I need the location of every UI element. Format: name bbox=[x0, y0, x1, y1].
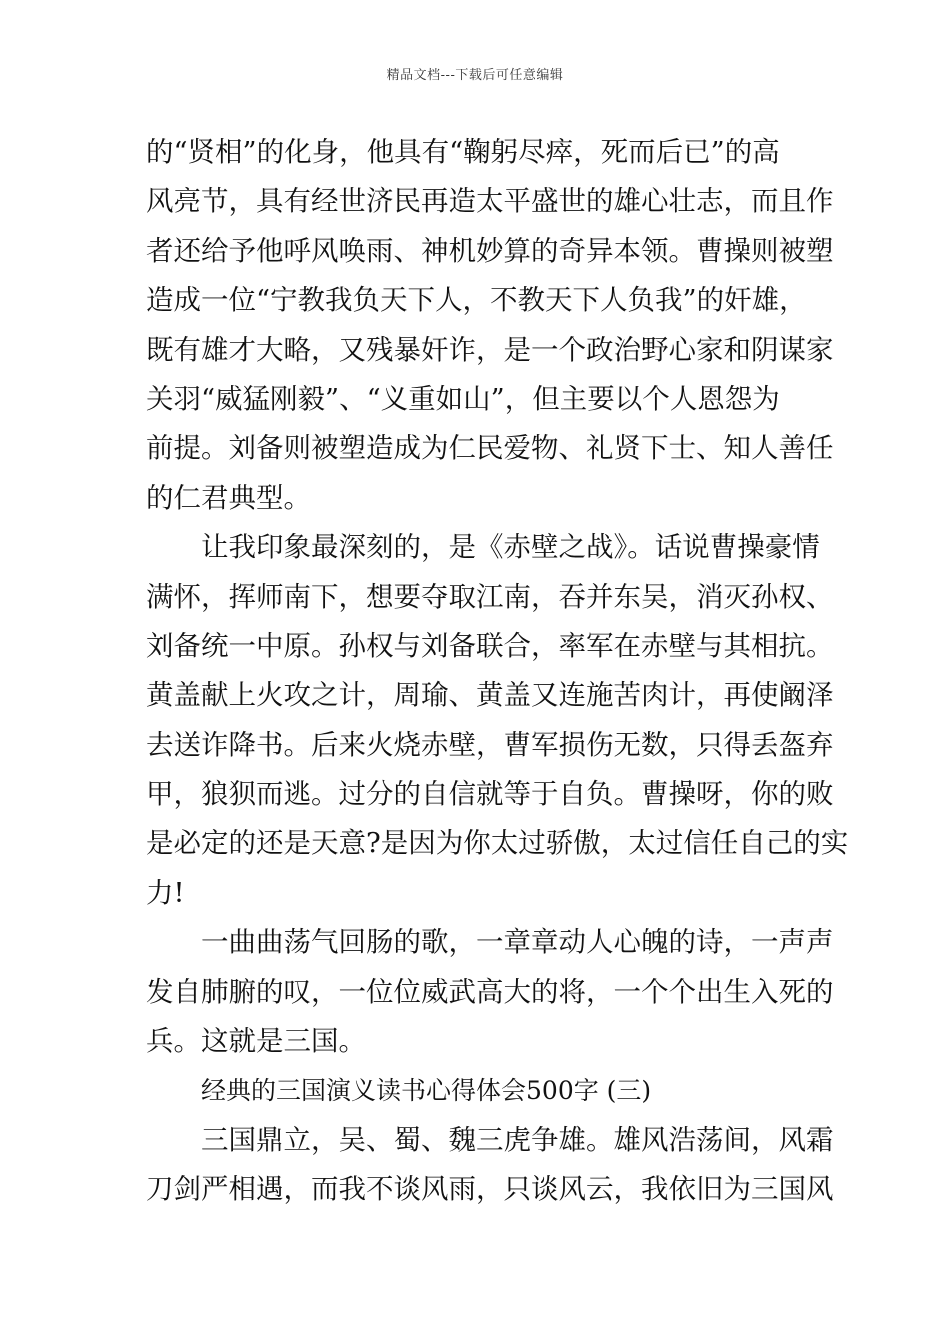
text-line: 满怀，挥师南下，想要夺取江南，吞并东吴，消灭孙权、 bbox=[146, 580, 834, 613]
text-line: 造成一位“宁教我负天下人，不教天下人负我”的奸雄， bbox=[146, 284, 807, 317]
text-line: 既有雄才大略，又残暴奸诈，是一个政治野心家和阴谋家 bbox=[146, 333, 834, 366]
text-line: 前提。刘备则被塑造成为仁民爱物、礼贤下士、知人善任 bbox=[146, 432, 834, 465]
text-line: 兵。这就是三国。 bbox=[146, 1025, 366, 1058]
text-line: 风亮节，具有经世济民再造太平盛世的雄心壮志，而且作 bbox=[146, 185, 834, 218]
body-text bbox=[146, 128, 849, 1215]
text-line: 甲，狼狈而逃。过分的自信就等于自负。曹操呀，你的败 bbox=[146, 778, 834, 811]
text-line: 关羽“威猛刚毅”、“义重如山”，但主要以个人恩怨为 bbox=[146, 382, 780, 415]
text-line: 的仁君典型。 bbox=[146, 481, 311, 514]
text-line: 刀剑严相遇，而我不谈风雨，只谈风云，我依旧为三国风 bbox=[146, 1173, 834, 1206]
text-line: 者还给予他呼风唤雨、神机妙算的奇异本领。曹操则被塑 bbox=[146, 234, 834, 267]
paragraph-start: 一曲曲荡气回肠的歌，一章章动人心魄的诗，一声声 bbox=[201, 926, 834, 959]
text-line: 黄盖献上火攻之计，周瑜、黄盖又连施苦肉计，再使阚泽 bbox=[146, 679, 834, 712]
paragraph-start: 让我印象最深刻的，是《赤壁之战》。话说曹操豪情 bbox=[201, 531, 820, 564]
text-line: 力! bbox=[146, 876, 185, 909]
text-line: 发自肺腑的叹，一位位威武高大的将，一个个出生入死的 bbox=[146, 975, 834, 1008]
text-line: 的“贤相”的化身，他具有“鞠躬尽瘁，死而后已”的高 bbox=[146, 136, 780, 168]
text-line: 刘备统一中原。孙权与刘备联合，率军在赤壁与其相抗。 bbox=[146, 629, 834, 662]
paragraph-start: 三国鼎立，吴、蜀、魏三虎争雄。雄风浩荡间，风霜 bbox=[201, 1123, 834, 1156]
page-header: 精品文档---下载后可任意编辑 bbox=[386, 68, 564, 83]
section-heading: 经典的三国演义读书心得体会500字 (三) bbox=[201, 1076, 652, 1106]
text-line: 去送诈降书。后来火烧赤壁，曹军损伤无数，只得丢盔弃 bbox=[146, 728, 834, 761]
text-line: 是必定的还是天意?是因为你太过骄傲，太过信任自己的实 bbox=[146, 827, 849, 860]
